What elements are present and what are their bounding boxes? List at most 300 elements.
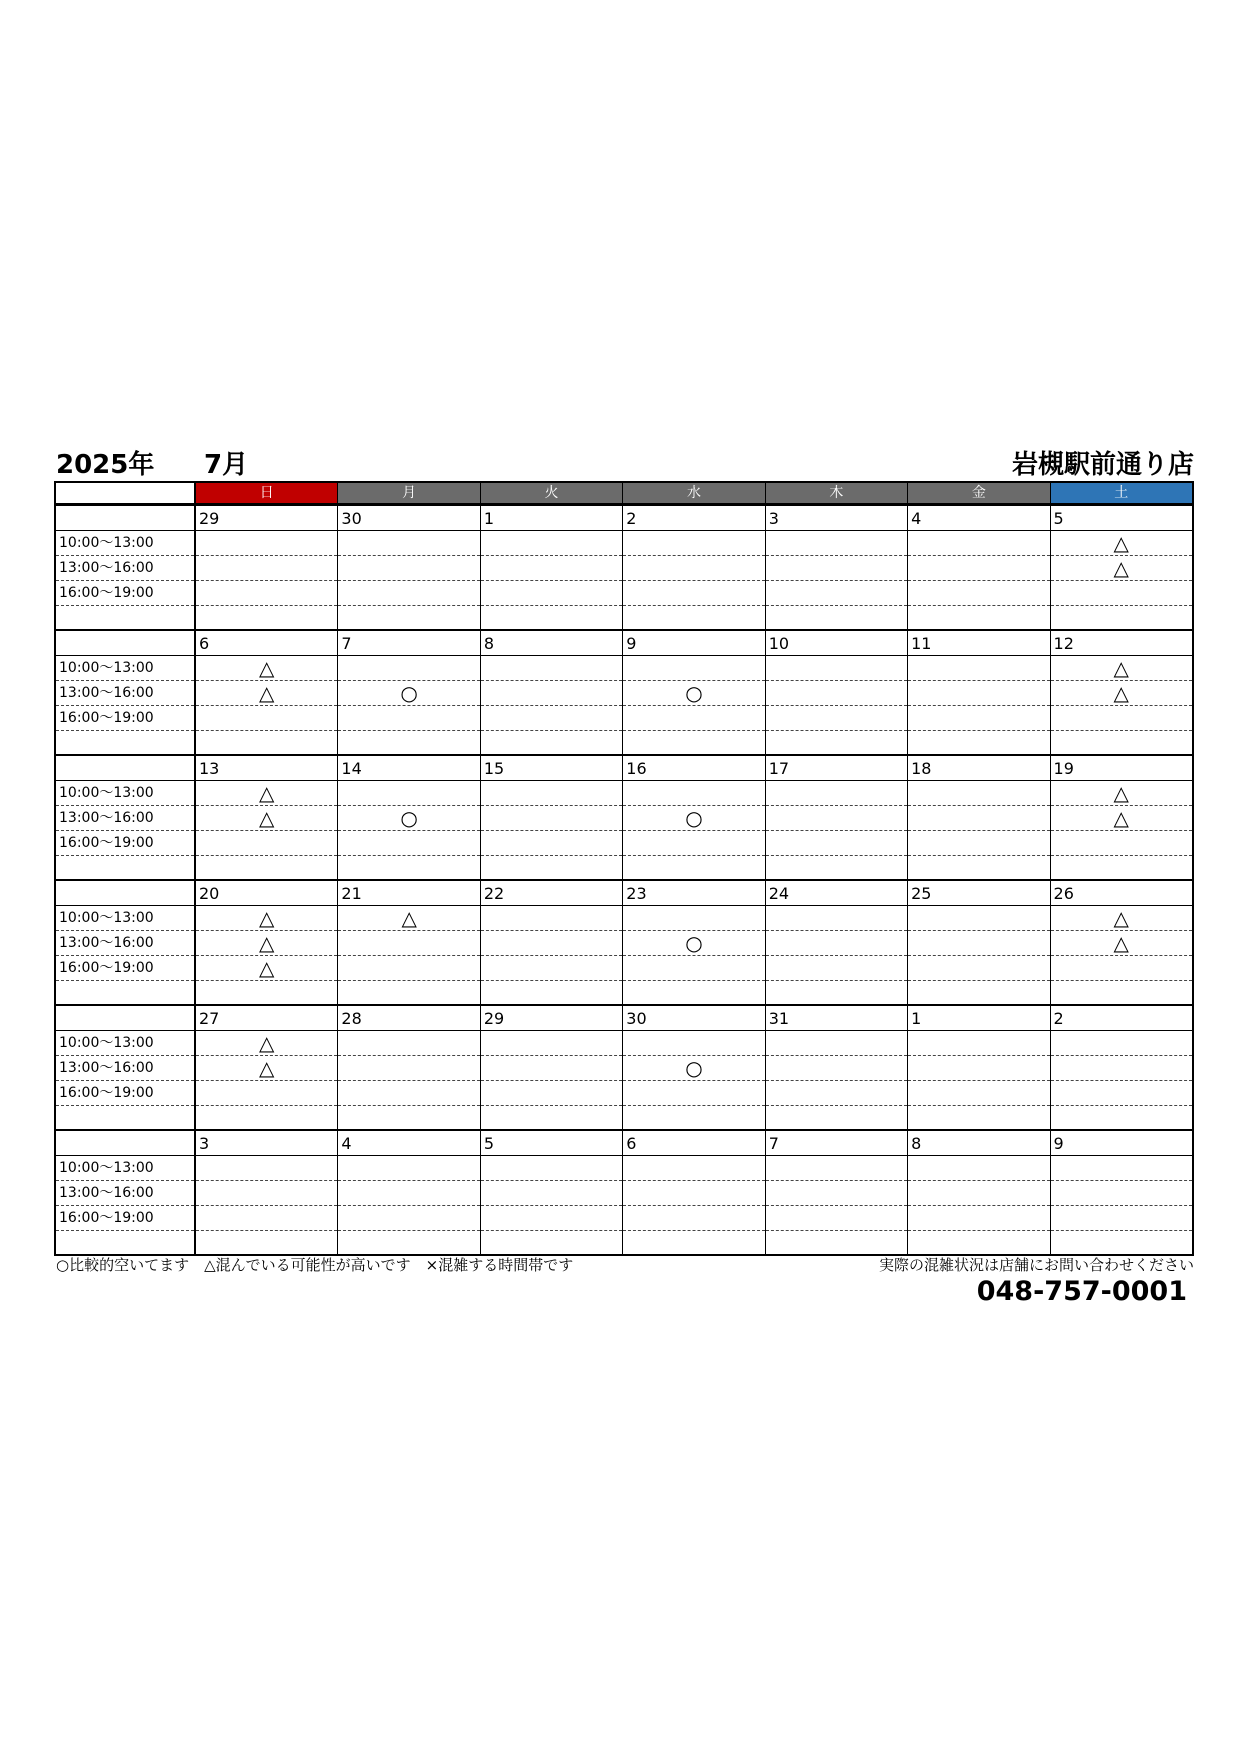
- day-cell: [1051, 631, 1192, 754]
- time-slot-label: 13:00～16:00: [56, 806, 194, 831]
- congestion-mark: △: [196, 681, 337, 706]
- congestion-mark: △: [196, 931, 337, 956]
- day-number: 2: [1051, 1006, 1192, 1031]
- congestion-mark: [338, 531, 479, 556]
- congestion-mark: [623, 1181, 764, 1206]
- week-row: [56, 629, 1192, 754]
- day-number: 22: [481, 881, 622, 906]
- day-spacer-bottom: [766, 856, 907, 879]
- label-spacer: [56, 631, 194, 656]
- store-name: 岩槻駅前通り店: [1011, 450, 1194, 480]
- congestion-mark: [196, 581, 337, 606]
- day-of-week-5: 金: [908, 483, 1050, 503]
- congestion-mark: [481, 1081, 622, 1106]
- congestion-mark: [196, 1206, 337, 1231]
- congestion-mark: [623, 706, 764, 731]
- congestion-mark: [908, 956, 1049, 981]
- congestion-mark: [908, 906, 1049, 931]
- time-slot-label: 10:00～13:00: [56, 906, 194, 931]
- congestion-mark: [623, 1156, 764, 1181]
- congestion-mark: [481, 806, 622, 831]
- day-number: 30: [338, 506, 479, 531]
- congestion-mark: [196, 831, 337, 856]
- congestion-mark: [623, 556, 764, 581]
- congestion-mark: △: [1051, 906, 1192, 931]
- congestion-mark: [481, 1156, 622, 1181]
- time-slot-labels: [56, 631, 196, 754]
- day-spacer-bottom: [196, 1106, 337, 1129]
- congestion-mark: △: [1051, 681, 1192, 706]
- day-spacer-bottom: [623, 856, 764, 879]
- contact-note: 実際の混雑状況は店舗にお問い合わせください: [878, 1256, 1194, 1274]
- day-number: 17: [766, 756, 907, 781]
- day-number: 20: [196, 881, 337, 906]
- day-spacer-bottom: [766, 981, 907, 1004]
- congestion-mark: [481, 1031, 622, 1056]
- congestion-mark: [766, 706, 907, 731]
- congestion-mark: [908, 1056, 1049, 1081]
- day-spacer-bottom: [481, 606, 622, 629]
- congestion-mark: [481, 681, 622, 706]
- day-number: 11: [908, 631, 1049, 656]
- congestion-mark: [908, 1031, 1049, 1056]
- congestion-mark: [623, 1206, 764, 1231]
- congestion-mark: [338, 556, 479, 581]
- congestion-mark: [338, 1156, 479, 1181]
- day-spacer-bottom: [1051, 1106, 1192, 1129]
- time-slot-label: 13:00～16:00: [56, 1181, 194, 1206]
- time-slot-labels: [56, 756, 196, 879]
- phone-number[interactable]: 048-757-0001: [976, 1276, 1187, 1307]
- congestion-mark: [766, 1156, 907, 1181]
- day-cell: [908, 1131, 1050, 1254]
- day-number: 14: [338, 756, 479, 781]
- congestion-mark: [766, 1081, 907, 1106]
- label-spacer: [56, 1006, 194, 1031]
- day-cell: [766, 1131, 908, 1254]
- day-number: 5: [1051, 506, 1192, 531]
- congestion-mark: ○: [623, 806, 764, 831]
- congestion-mark: [766, 556, 907, 581]
- congestion-mark: [481, 1206, 622, 1231]
- day-cell: [1051, 506, 1192, 629]
- week-row: [56, 1129, 1192, 1254]
- congestion-mark: [908, 656, 1049, 681]
- congestion-mark: [623, 1031, 764, 1056]
- time-slot-label: 10:00～13:00: [56, 781, 194, 806]
- congestion-mark: [338, 956, 479, 981]
- day-of-week-row: [56, 483, 1192, 504]
- congestion-mark: [481, 531, 622, 556]
- day-number: 16: [623, 756, 764, 781]
- congestion-mark: [338, 706, 479, 731]
- time-slot-label: 13:00～16:00: [56, 931, 194, 956]
- day-number: 18: [908, 756, 1049, 781]
- day-number: 23: [623, 881, 764, 906]
- day-spacer-bottom: [338, 1231, 479, 1254]
- day-cell: [338, 1131, 480, 1254]
- day-cell: [1051, 881, 1192, 1004]
- label-spacer-bottom: [56, 1231, 194, 1254]
- congestion-mark: △: [196, 1031, 337, 1056]
- day-cell: [338, 881, 480, 1004]
- congestion-mark: △: [1051, 806, 1192, 831]
- day-spacer-bottom: [481, 1231, 622, 1254]
- time-slot-label: 10:00～13:00: [56, 531, 194, 556]
- congestion-mark: ○: [338, 681, 479, 706]
- year-label: 2025年: [56, 450, 155, 480]
- congestion-mark: [908, 581, 1049, 606]
- congestion-mark: [481, 656, 622, 681]
- label-spacer-bottom: [56, 1106, 194, 1129]
- label-spacer-bottom: [56, 856, 194, 879]
- day-spacer-bottom: [481, 981, 622, 1004]
- day-spacer-bottom: [908, 856, 1049, 879]
- day-spacer-bottom: [338, 1106, 479, 1129]
- day-spacer-bottom: [338, 606, 479, 629]
- month-label: 7月: [204, 450, 249, 480]
- time-slot-label: 16:00～19:00: [56, 956, 194, 981]
- day-cell: [481, 1131, 623, 1254]
- congestion-mark: [766, 806, 907, 831]
- congestion-mark: [481, 781, 622, 806]
- label-spacer: [56, 1131, 194, 1156]
- day-number: 5: [481, 1131, 622, 1156]
- congestion-mark: [196, 1156, 337, 1181]
- congestion-mark: [623, 906, 764, 931]
- congestion-mark: [481, 931, 622, 956]
- day-spacer-bottom: [908, 731, 1049, 754]
- congestion-mark: [766, 1031, 907, 1056]
- congestion-mark: [1051, 956, 1192, 981]
- day-cell: [196, 506, 338, 629]
- congestion-mark: [908, 531, 1049, 556]
- congestion-mark: [908, 1081, 1049, 1106]
- day-spacer-bottom: [196, 606, 337, 629]
- day-cell: [338, 506, 480, 629]
- day-spacer-bottom: [196, 731, 337, 754]
- day-number: 6: [623, 1131, 764, 1156]
- legend-text: ○比較的空いてます △混んでいる可能性が高いです ×混雑する時間帯です: [56, 1256, 574, 1274]
- congestion-mark: [1051, 1156, 1192, 1181]
- day-spacer-bottom: [1051, 856, 1192, 879]
- congestion-mark: [766, 1181, 907, 1206]
- day-number: 4: [908, 506, 1049, 531]
- time-slot-label: 13:00～16:00: [56, 681, 194, 706]
- calendar-header: [56, 440, 1194, 478]
- day-cell: [623, 1006, 765, 1129]
- day-spacer-bottom: [766, 1231, 907, 1254]
- day-spacer-bottom: [623, 606, 764, 629]
- congestion-mark: [481, 831, 622, 856]
- day-number: 6: [196, 631, 337, 656]
- day-number: 1: [481, 506, 622, 531]
- day-number: 31: [766, 1006, 907, 1031]
- day-number: 1: [908, 1006, 1049, 1031]
- congestion-mark: [908, 681, 1049, 706]
- congestion-mark: [766, 1206, 907, 1231]
- day-spacer-bottom: [481, 856, 622, 879]
- congestion-mark: ○: [623, 1056, 764, 1081]
- day-cell: [766, 1006, 908, 1129]
- day-of-week-2: 火: [481, 483, 623, 503]
- day-number: 24: [766, 881, 907, 906]
- day-cell: [623, 506, 765, 629]
- week-row: [56, 1004, 1192, 1129]
- congestion-mark: [338, 1206, 479, 1231]
- congestion-mark: [481, 556, 622, 581]
- day-number: 25: [908, 881, 1049, 906]
- congestion-mark: [196, 1081, 337, 1106]
- congestion-mark: [908, 781, 1049, 806]
- day-of-week-3: 水: [623, 483, 765, 503]
- congestion-mark: [196, 556, 337, 581]
- day-number: 13: [196, 756, 337, 781]
- day-cell: [623, 881, 765, 1004]
- label-spacer: [56, 506, 194, 531]
- day-cell: [481, 631, 623, 754]
- time-slot-labels: [56, 881, 196, 1004]
- congestion-mark: [1051, 831, 1192, 856]
- day-cell: [338, 756, 480, 879]
- congestion-mark: [766, 656, 907, 681]
- day-cell: [908, 1006, 1050, 1129]
- day-number: 3: [766, 506, 907, 531]
- congestion-mark: [623, 581, 764, 606]
- day-spacer-bottom: [766, 1106, 907, 1129]
- congestion-mark: [481, 906, 622, 931]
- time-slot-label: 16:00～19:00: [56, 831, 194, 856]
- label-spacer-bottom: [56, 981, 194, 1004]
- congestion-mark: [766, 906, 907, 931]
- congestion-mark: [908, 806, 1049, 831]
- congestion-mark: [623, 1081, 764, 1106]
- day-of-week-0: 日: [196, 483, 338, 503]
- congestion-mark: [338, 1056, 479, 1081]
- congestion-mark: [338, 931, 479, 956]
- day-cell: [766, 756, 908, 879]
- day-spacer-bottom: [623, 981, 764, 1004]
- day-spacer-bottom: [1051, 981, 1192, 1004]
- day-spacer-bottom: [908, 1231, 1049, 1254]
- congestion-mark: [908, 706, 1049, 731]
- label-spacer: [56, 756, 194, 781]
- congestion-mark: △: [196, 906, 337, 931]
- congestion-mark: [766, 581, 907, 606]
- day-spacer-bottom: [908, 606, 1049, 629]
- congestion-mark: [481, 1181, 622, 1206]
- congestion-mark: [623, 656, 764, 681]
- day-spacer-bottom: [766, 731, 907, 754]
- day-number: 29: [196, 506, 337, 531]
- time-slot-label: 13:00～16:00: [56, 556, 194, 581]
- congestion-mark: △: [1051, 931, 1192, 956]
- congestion-mark: [908, 831, 1049, 856]
- congestion-mark: [1051, 1206, 1192, 1231]
- day-spacer-bottom: [338, 856, 479, 879]
- day-spacer-bottom: [481, 731, 622, 754]
- congestion-mark: [766, 531, 907, 556]
- day-cell: [481, 1006, 623, 1129]
- day-cell: [908, 631, 1050, 754]
- day-number: 7: [766, 1131, 907, 1156]
- day-number: 3: [196, 1131, 337, 1156]
- time-slot-labels: [56, 1006, 196, 1129]
- day-spacer-bottom: [481, 1106, 622, 1129]
- week-row: [56, 754, 1192, 879]
- congestion-mark: [623, 956, 764, 981]
- day-number: 2: [623, 506, 764, 531]
- time-slot-label: 16:00～19:00: [56, 1081, 194, 1106]
- time-slot-labels: [56, 1131, 196, 1254]
- congestion-mark: [766, 931, 907, 956]
- day-number: 8: [481, 631, 622, 656]
- congestion-mark: [481, 1056, 622, 1081]
- day-spacer-bottom: [766, 606, 907, 629]
- time-slot-label: 16:00～19:00: [56, 581, 194, 606]
- time-slot-label: 10:00～13:00: [56, 1156, 194, 1181]
- congestion-mark: [623, 831, 764, 856]
- day-spacer-bottom: [1051, 731, 1192, 754]
- day-number: 9: [1051, 1131, 1192, 1156]
- day-cell: [481, 881, 623, 1004]
- congestion-mark: [338, 831, 479, 856]
- congestion-mark: [766, 831, 907, 856]
- week-row: [56, 504, 1192, 629]
- day-cell: [908, 506, 1050, 629]
- congestion-mark: [766, 956, 907, 981]
- day-cell: [908, 881, 1050, 1004]
- congestion-calendar: [54, 481, 1194, 1256]
- congestion-mark: [1051, 1056, 1192, 1081]
- congestion-mark: [196, 531, 337, 556]
- congestion-mark: [338, 1081, 479, 1106]
- day-cell: [481, 506, 623, 629]
- congestion-mark: [766, 681, 907, 706]
- congestion-mark: ○: [338, 806, 479, 831]
- day-cell: [196, 631, 338, 754]
- congestion-mark: △: [1051, 531, 1192, 556]
- day-spacer-bottom: [338, 981, 479, 1004]
- day-number: 21: [338, 881, 479, 906]
- time-slot-label: 16:00～19:00: [56, 706, 194, 731]
- day-spacer-bottom: [623, 731, 764, 754]
- congestion-mark: [338, 656, 479, 681]
- day-of-week-1: 月: [338, 483, 480, 503]
- day-spacer-bottom: [908, 1106, 1049, 1129]
- day-number: 19: [1051, 756, 1192, 781]
- week-row: [56, 879, 1192, 1004]
- day-number: 12: [1051, 631, 1192, 656]
- congestion-mark: [908, 556, 1049, 581]
- congestion-mark: [1051, 1081, 1192, 1106]
- day-cell: [623, 1131, 765, 1254]
- day-spacer-bottom: [196, 1231, 337, 1254]
- day-cell: [196, 1006, 338, 1129]
- congestion-mark: △: [338, 906, 479, 931]
- day-number: 8: [908, 1131, 1049, 1156]
- congestion-mark: [908, 1181, 1049, 1206]
- time-slot-label: 13:00～16:00: [56, 1056, 194, 1081]
- day-number: 30: [623, 1006, 764, 1031]
- congestion-mark: [908, 931, 1049, 956]
- day-cell: [1051, 756, 1192, 879]
- header-corner-cell: [56, 483, 196, 503]
- congestion-mark: [338, 1181, 479, 1206]
- day-cell: [481, 756, 623, 879]
- congestion-mark: [908, 1156, 1049, 1181]
- day-number: 27: [196, 1006, 337, 1031]
- congestion-mark: [196, 1181, 337, 1206]
- congestion-mark: △: [196, 1056, 337, 1081]
- congestion-mark: △: [196, 956, 337, 981]
- day-number: 29: [481, 1006, 622, 1031]
- congestion-mark: [1051, 706, 1192, 731]
- day-cell: [623, 756, 765, 879]
- congestion-mark: [196, 706, 337, 731]
- congestion-mark: [1051, 1031, 1192, 1056]
- day-number: 7: [338, 631, 479, 656]
- congestion-mark: ○: [623, 681, 764, 706]
- congestion-mark: [338, 1031, 479, 1056]
- day-number: 10: [766, 631, 907, 656]
- day-cell: [623, 631, 765, 754]
- congestion-mark: △: [1051, 656, 1192, 681]
- congestion-mark: [481, 581, 622, 606]
- congestion-mark: △: [196, 781, 337, 806]
- day-spacer-bottom: [908, 981, 1049, 1004]
- time-slot-labels: [56, 506, 196, 629]
- congestion-mark: [1051, 581, 1192, 606]
- congestion-mark: [766, 1056, 907, 1081]
- congestion-mark: △: [196, 656, 337, 681]
- label-spacer-bottom: [56, 606, 194, 629]
- day-of-week-6: 土: [1051, 483, 1192, 503]
- congestion-mark: [338, 581, 479, 606]
- congestion-mark: △: [1051, 556, 1192, 581]
- label-spacer-bottom: [56, 731, 194, 754]
- time-slot-label: 10:00～13:00: [56, 656, 194, 681]
- day-number: 15: [481, 756, 622, 781]
- day-spacer-bottom: [1051, 606, 1192, 629]
- day-spacer-bottom: [623, 1231, 764, 1254]
- time-slot-label: 16:00～19:00: [56, 1206, 194, 1231]
- time-slot-label: 10:00～13:00: [56, 1031, 194, 1056]
- day-cell: [1051, 1131, 1192, 1254]
- congestion-mark: [623, 781, 764, 806]
- day-spacer-bottom: [623, 1106, 764, 1129]
- congestion-mark: ○: [623, 931, 764, 956]
- day-cell: [196, 756, 338, 879]
- day-cell: [1051, 1006, 1192, 1129]
- congestion-mark: [481, 706, 622, 731]
- day-number: 9: [623, 631, 764, 656]
- day-cell: [338, 631, 480, 754]
- day-cell: [196, 881, 338, 1004]
- day-spacer-bottom: [196, 981, 337, 1004]
- congestion-mark: [766, 781, 907, 806]
- day-spacer-bottom: [338, 731, 479, 754]
- congestion-mark: [908, 1206, 1049, 1231]
- day-cell: [766, 881, 908, 1004]
- day-number: 28: [338, 1006, 479, 1031]
- day-of-week-4: 木: [766, 483, 908, 503]
- day-cell: [766, 506, 908, 629]
- congestion-mark: [623, 531, 764, 556]
- congestion-mark: △: [1051, 781, 1192, 806]
- day-number: 26: [1051, 881, 1192, 906]
- congestion-mark: [338, 781, 479, 806]
